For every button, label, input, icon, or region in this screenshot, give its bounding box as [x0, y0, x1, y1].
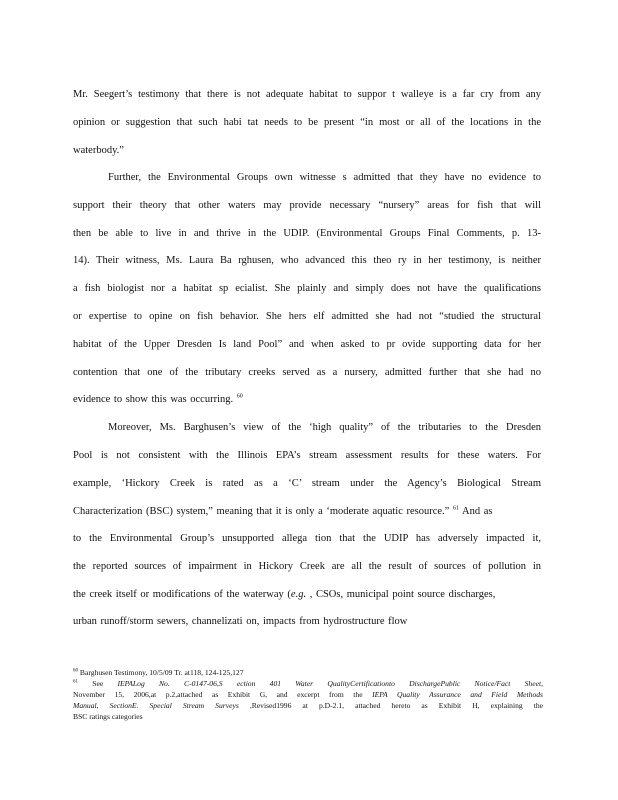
footnote-61-line	[73, 700, 543, 711]
body-line	[73, 505, 492, 519]
footnote-text: November 15, 2006,at p.2,attached as Exhibit G, and excerpt from the	[73, 690, 363, 699]
footnote-61-line: BSC ratings categories	[73, 712, 143, 721]
footnote-ref-61[interactable]: 61	[452, 505, 459, 512]
eg-italic: e.g.	[290, 589, 307, 600]
body-line: opinion or suggestion that such habi tat needs to be present “in most or all of the locations in the	[73, 117, 541, 128]
body-line	[73, 393, 243, 407]
body-line-text: evidence to show this was occurring.	[73, 394, 234, 405]
footnote-mark: 61	[73, 679, 78, 685]
body-line: urban runoff/storm sewers, channelizati on, impacts from hydrostructure flow	[73, 616, 408, 627]
footnote-ref-60[interactable]: 60	[236, 393, 243, 400]
body-line	[73, 588, 495, 602]
body-line: 14). Their witness, Ms. Laura Ba rghusen, who advanced this theo ry in her testimony, is neither	[73, 255, 541, 266]
footnote-61-line	[73, 678, 543, 689]
body-line: waterbody.”	[73, 145, 124, 156]
body-line: then be able to live in and thrive in the UDIP. (Environmental Groups Final Comments, p. 13-	[73, 228, 541, 239]
body-line: to the Environmental Group’s unsupported allega tion that the UDIP has adversely impacted it,	[73, 533, 541, 544]
body-line: Moreover, Ms. Barghusen’s view of the ‘high quality” of the tributaries to the Dresden	[108, 422, 541, 433]
body-line: the reported sources of impairment in Hickory Creek are all the result of sources of pollution in	[73, 561, 541, 572]
footnote-text: ,	[541, 679, 543, 688]
body-line-text: Characterization (BSC) system,” meaning that it is only a ‘moderate aquatic resource.”	[73, 506, 450, 517]
body-line: a fish biologist nor a habitat sp ecialist. She plainly and simply does not have the qualifications	[73, 283, 541, 294]
body-line: example, ‘Hickory Creek is rated as a ‘C’ stream under the Agency’s Biological Stream	[73, 478, 541, 489]
footnote-text: Barghusen Testimony, 10/5/09 Tr. at118, 124-125,127	[79, 668, 244, 677]
body-line: Further, the Environmental Groups own witnesse s admitted that they have no evidence to	[108, 172, 541, 183]
footnote-italic: IEPALog No. C-0147-06,S ection 401 Water QualityCertificationto DischargePublic Notice/Fact Sheet	[117, 679, 542, 688]
body-line: contention that one of the tributary creeks served as a nursery, admitted further that she had no	[73, 367, 541, 378]
footnote-61-line	[73, 689, 543, 700]
footnote-mark: 60	[73, 668, 78, 674]
footnote-italic: IEPA Quality Assurance and Field Methods	[372, 690, 543, 699]
body-line-tail: And as	[462, 506, 493, 517]
body-line: habitat of the Upper Dresden Is land Pool” and when asked to pr ovide supporting data for her	[73, 339, 541, 350]
body-line: Pool is not consistent with the Illinois EPA’s stream assessment results for these waters. For	[73, 450, 541, 461]
footnote-text: ,Revised1996 at p.D-2.1, attached hereto as Exhibit H, explaining the	[249, 701, 543, 710]
body-line: Mr. Seegert’s testimony that there is not adequate habitat to suppor t walleye is a far cry from any	[73, 89, 541, 100]
footnote-italic: Manual, SectionE. Special Stream Surveys	[73, 701, 239, 710]
body-line: support their theory that other waters may provide necessary “nursery” areas for fish that will	[73, 200, 541, 211]
body-line-tail: , CSOs, municipal point source discharges,	[306, 589, 496, 600]
footnote-see: See	[92, 679, 104, 688]
footnote-60	[73, 667, 244, 678]
body-line: or expertise to opine on fish behavior. She hers elf admitted she had not “studied the structural	[73, 311, 541, 322]
body-line-text: the creek itself or modifications of the waterway (	[73, 589, 291, 600]
